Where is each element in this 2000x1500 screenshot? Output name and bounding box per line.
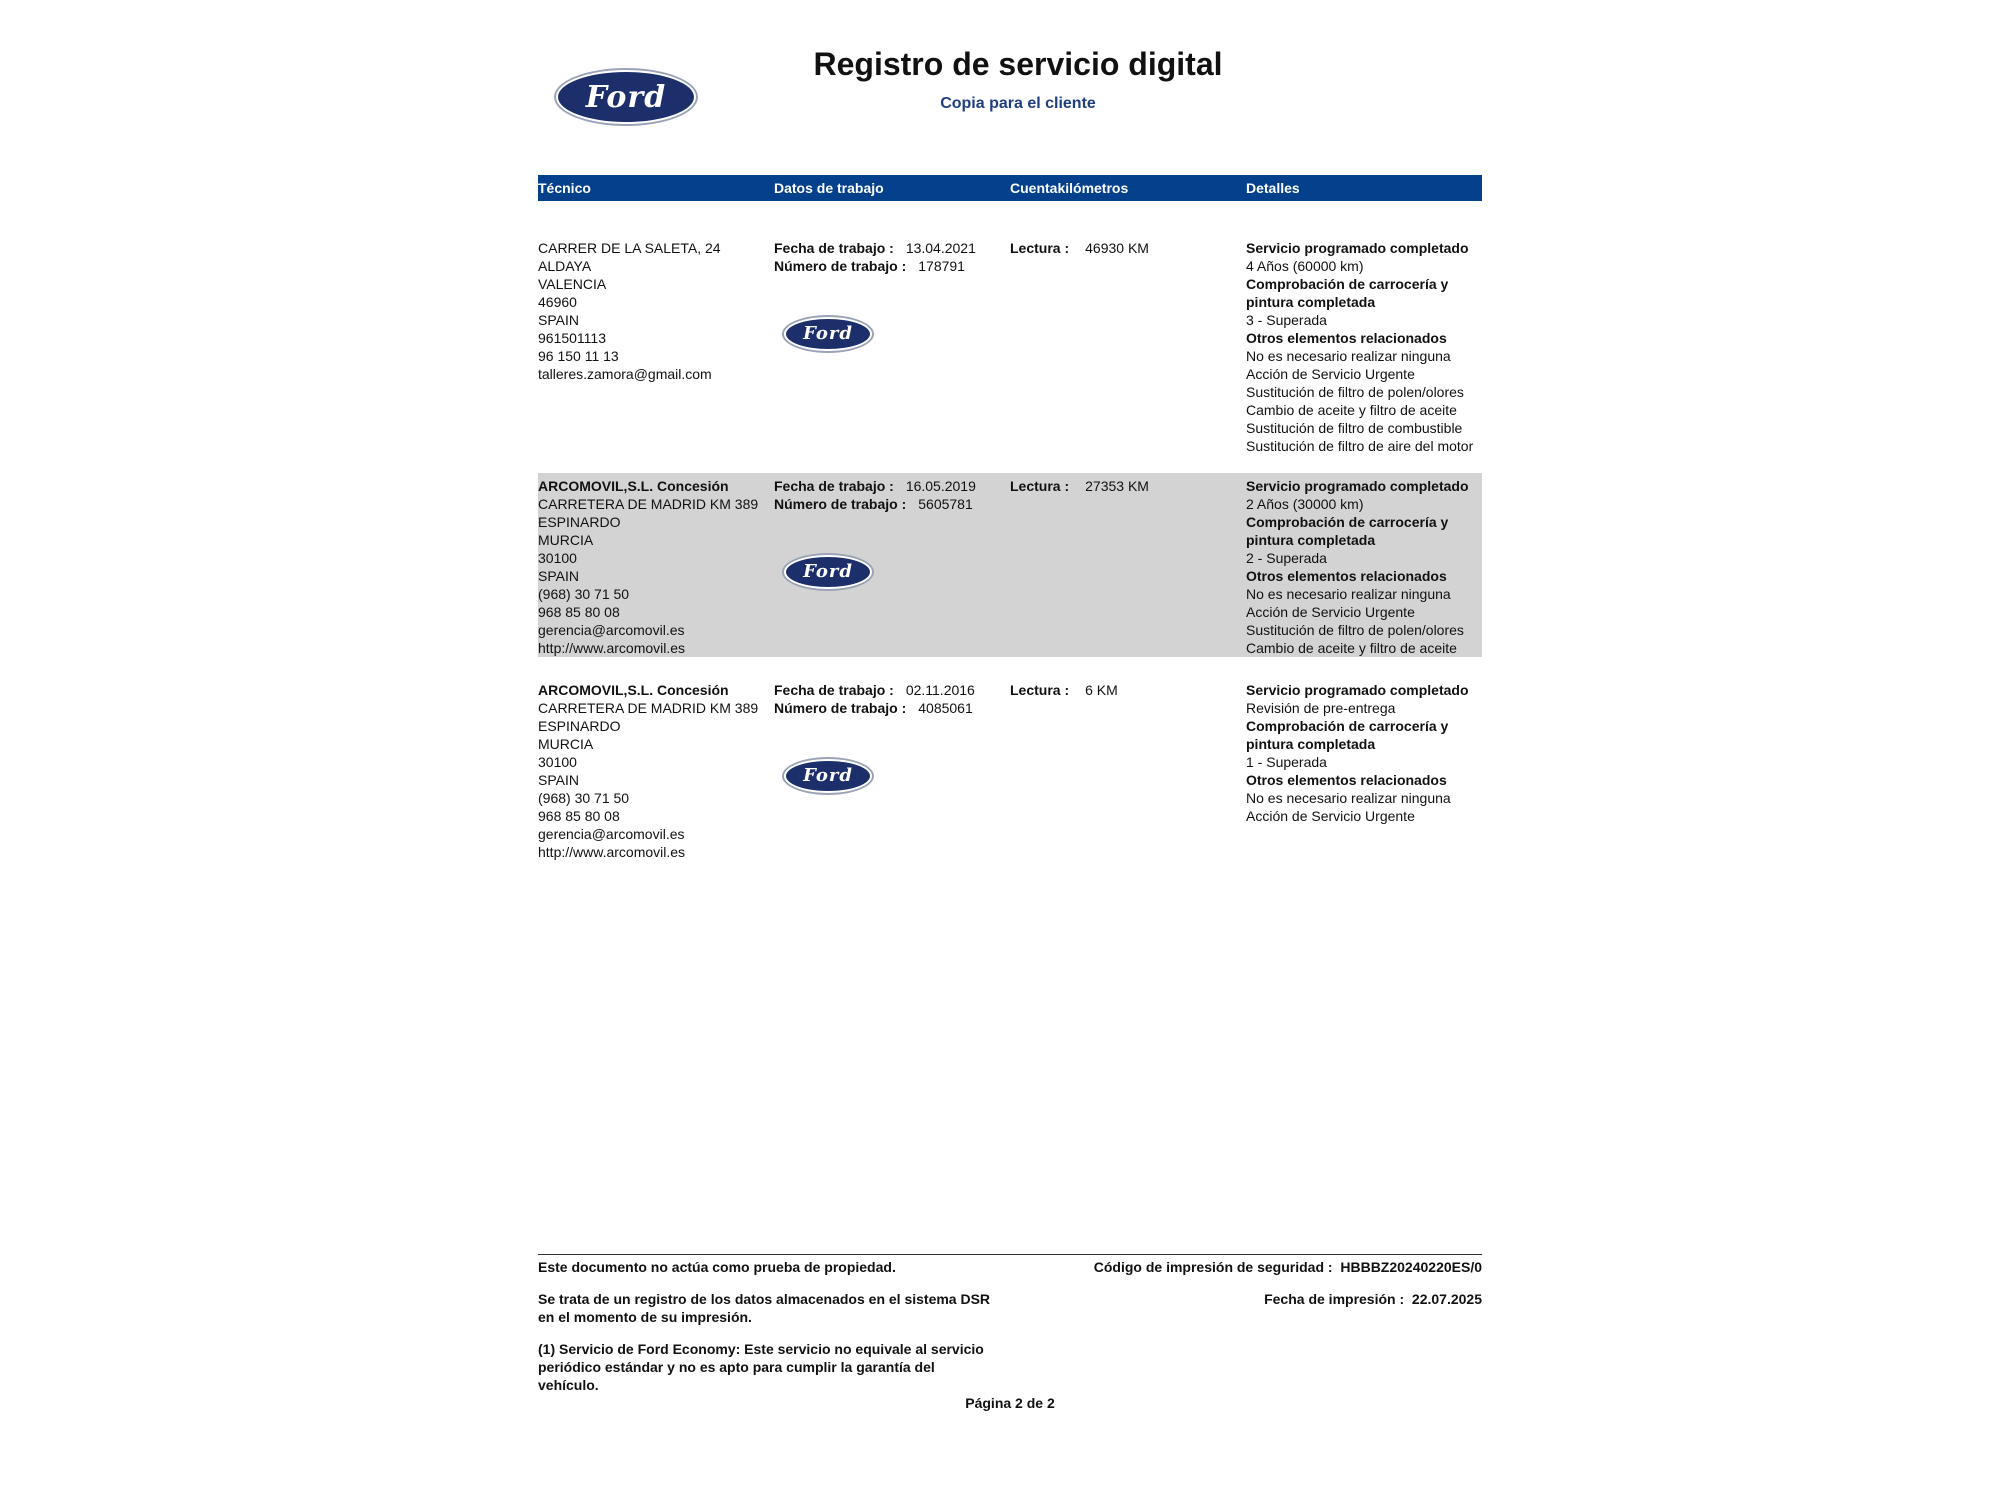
dealer-address-line: 968 85 80 08 bbox=[538, 604, 620, 620]
column-header-cuentakilometros: Cuentakilómetros bbox=[1010, 180, 1129, 196]
security-code bbox=[1094, 1258, 1482, 1276]
work-data-cell bbox=[774, 239, 1004, 349]
dsr-note-line: Se trata de un registro de los datos almacenados en el sistema DSR bbox=[538, 1291, 991, 1307]
detail-line: Otros elementos relacionados bbox=[1246, 568, 1447, 584]
dealer-address-line: 46960 bbox=[538, 294, 577, 310]
detail-line: Otros elementos relacionados bbox=[1246, 772, 1447, 788]
detail-line: Otros elementos relacionados bbox=[1246, 330, 1447, 346]
column-header-datos: Datos de trabajo bbox=[774, 180, 884, 196]
dealer-address-line: ALDAYA bbox=[538, 258, 592, 274]
ford-logo bbox=[786, 557, 870, 587]
print-date-value: 22.07.2025 bbox=[1411, 1291, 1482, 1307]
detail-line: No es necesario realizar ninguna bbox=[1246, 586, 1451, 602]
detail-line: pintura completada bbox=[1246, 294, 1376, 310]
work-date: 16.05.2019 bbox=[905, 478, 976, 494]
detail-line: Acción de Servicio Urgente bbox=[1246, 604, 1415, 620]
ford-logo bbox=[786, 319, 870, 349]
footer-divider bbox=[538, 1254, 1482, 1255]
odometer-reading: 6 KM bbox=[1085, 682, 1118, 698]
details-cell bbox=[1246, 239, 1482, 455]
detail-line: Revisión de pre-entrega bbox=[1246, 700, 1396, 716]
dealer-address-line: CARRETERA DE MADRID KM 389 bbox=[538, 496, 759, 512]
dealer-address-line: 30100 bbox=[538, 754, 577, 770]
work-number-label: Número de trabajo : bbox=[774, 700, 907, 716]
dealer-address-line: gerencia@arcomovil.es bbox=[538, 622, 685, 638]
work-number-label: Número de trabajo : bbox=[774, 496, 907, 512]
work-date-label: Fecha de trabajo : bbox=[774, 478, 894, 494]
detail-line: Cambio de aceite y filtro de aceite bbox=[1246, 402, 1457, 418]
dealer-address-line: SPAIN bbox=[538, 568, 579, 584]
ford-logo-text: Ford bbox=[803, 323, 853, 344]
work-date: 13.04.2021 bbox=[905, 240, 976, 256]
dsr-note bbox=[538, 1290, 990, 1326]
odometer-cell bbox=[1010, 681, 1240, 699]
ford-logo-text: Ford bbox=[803, 765, 853, 786]
page-title: Registro de servicio digital bbox=[813, 46, 1223, 82]
dealer-address-line: (968) 30 71 50 bbox=[538, 586, 630, 602]
economy-note-line: vehículo. bbox=[538, 1377, 599, 1393]
odometer-reading: 27353 KM bbox=[1085, 478, 1149, 494]
details-cell bbox=[1246, 477, 1482, 657]
service-record-row bbox=[538, 235, 1482, 454]
technician-cell bbox=[538, 681, 768, 861]
dealer-name: ARCOMOVIL,S.L. Concesión bbox=[538, 478, 729, 494]
work-number-label: Número de trabajo : bbox=[774, 258, 907, 274]
dealer-address-line: http://www.arcomovil.es bbox=[538, 640, 686, 656]
print-date bbox=[1264, 1290, 1482, 1308]
detail-line: Comprobación de carrocería y bbox=[1246, 276, 1449, 292]
detail-line: Servicio programado completado bbox=[1246, 478, 1469, 494]
ownership-note: Este documento no actúa como prueba de propiedad. bbox=[538, 1259, 896, 1275]
detail-line: Acción de Servicio Urgente bbox=[1246, 808, 1415, 824]
detail-line: 4 Años (60000 km) bbox=[1246, 258, 1364, 274]
detail-line: Sustitución de filtro de polen/olores bbox=[1246, 384, 1464, 400]
detail-line: Comprobación de carrocería y bbox=[1246, 718, 1449, 734]
detail-line: pintura completada bbox=[1246, 736, 1376, 752]
work-date: 02.11.2016 bbox=[905, 682, 975, 698]
dealer-address-line: ESPINARDO bbox=[538, 718, 621, 734]
ford-logo bbox=[786, 761, 870, 791]
detail-line: Servicio programado completado bbox=[1246, 240, 1469, 256]
detail-line: 1 - Superada bbox=[1246, 754, 1327, 770]
dealer-address-line: CARRER DE LA SALETA, 24 bbox=[538, 240, 721, 256]
ford-logo bbox=[558, 72, 694, 122]
dealer-address-line: ESPINARDO bbox=[538, 514, 621, 530]
table-header bbox=[538, 175, 1482, 201]
technician-cell bbox=[538, 239, 768, 383]
details-cell bbox=[1246, 681, 1482, 825]
dealer-address-line: talleres.zamora@gmail.com bbox=[538, 366, 712, 382]
dealer-address-line: MURCIA bbox=[538, 736, 594, 752]
detail-line: 3 - Superada bbox=[1246, 312, 1327, 328]
dealer-address-line: VALENCIA bbox=[538, 276, 607, 292]
dealer-address-line: SPAIN bbox=[538, 312, 579, 328]
economy-note-line: periódico estándar y no es apto para cumplir la garantía del bbox=[538, 1359, 935, 1375]
security-code-label: Código de impresión de seguridad : bbox=[1093, 1259, 1333, 1275]
work-number: 178791 bbox=[918, 258, 965, 274]
page-subtitle: Copia para el cliente bbox=[940, 95, 1096, 112]
odometer-cell bbox=[1010, 477, 1240, 495]
detail-line: Servicio programado completado bbox=[1246, 682, 1469, 698]
dealer-address-line: (968) 30 71 50 bbox=[538, 790, 630, 806]
ford-logo-text: Ford bbox=[803, 561, 853, 582]
dealer-address-line: 961501113 bbox=[538, 330, 606, 346]
dealer-address-line: SPAIN bbox=[538, 772, 579, 788]
dsr-note-line: en el momento de su impresión. bbox=[538, 1309, 752, 1325]
column-header-tecnico: Técnico bbox=[538, 180, 591, 196]
detail-line: Sustitución de filtro de aire del motor bbox=[1246, 438, 1474, 454]
work-date-label: Fecha de trabajo : bbox=[774, 682, 894, 698]
detail-line: Sustitución de filtro de combustible bbox=[1246, 420, 1463, 436]
detail-line: 2 Años (30000 km) bbox=[1246, 496, 1364, 512]
dealer-address-line: 968 85 80 08 bbox=[538, 808, 620, 824]
dealer-address-line: MURCIA bbox=[538, 532, 594, 548]
dealer-address-line: 96 150 11 13 bbox=[538, 348, 619, 364]
ford-logo-text: Ford bbox=[585, 79, 667, 115]
odometer-cell bbox=[1010, 239, 1240, 257]
document-page bbox=[538, 0, 1482, 1500]
detail-line: No es necesario realizar ninguna bbox=[1246, 348, 1451, 364]
detail-line: Comprobación de carrocería y bbox=[1246, 514, 1449, 530]
detail-line: 2 - Superada bbox=[1246, 550, 1327, 566]
detail-line: Sustitución de filtro de polen/olores bbox=[1246, 622, 1464, 638]
security-code-value: HBBBZ20240220ES/0 bbox=[1340, 1259, 1482, 1275]
dealer-address-line: 30100 bbox=[538, 550, 577, 566]
dealer-address-line: gerencia@arcomovil.es bbox=[538, 826, 685, 842]
print-date-label: Fecha de impresión : bbox=[1264, 1291, 1405, 1307]
detail-line: Acción de Servicio Urgente bbox=[1246, 366, 1415, 382]
economy-note-line: (1) Servicio de Ford Economy: Este servicio no equivale al servicio bbox=[538, 1341, 984, 1357]
detail-line: pintura completada bbox=[1246, 532, 1376, 548]
dealer-address-line: http://www.arcomovil.es bbox=[538, 844, 686, 860]
dealer-address-line: CARRETERA DE MADRID KM 389 bbox=[538, 700, 759, 716]
technician-cell bbox=[538, 477, 768, 657]
dealer-name: ARCOMOVIL,S.L. Concesión bbox=[538, 682, 729, 698]
odometer-label: Lectura : bbox=[1010, 240, 1070, 256]
column-header-detalles: Detalles bbox=[1246, 180, 1300, 196]
work-data-cell bbox=[774, 681, 1004, 791]
detail-line: No es necesario realizar ninguna bbox=[1246, 790, 1451, 806]
economy-note bbox=[538, 1340, 984, 1394]
detail-line: Cambio de aceite y filtro de aceite bbox=[1246, 640, 1457, 656]
work-data-cell bbox=[774, 477, 1004, 587]
service-record-row bbox=[538, 473, 1482, 657]
work-date-label: Fecha de trabajo : bbox=[774, 240, 894, 256]
work-number: 4085061 bbox=[918, 700, 973, 716]
odometer-label: Lectura : bbox=[1010, 682, 1070, 698]
odometer-label: Lectura : bbox=[1010, 478, 1070, 494]
odometer-reading: 46930 KM bbox=[1085, 240, 1149, 256]
page-number: Página 2 de 2 bbox=[965, 1395, 1055, 1411]
service-record-row bbox=[538, 677, 1482, 867]
work-number: 5605781 bbox=[918, 496, 973, 512]
